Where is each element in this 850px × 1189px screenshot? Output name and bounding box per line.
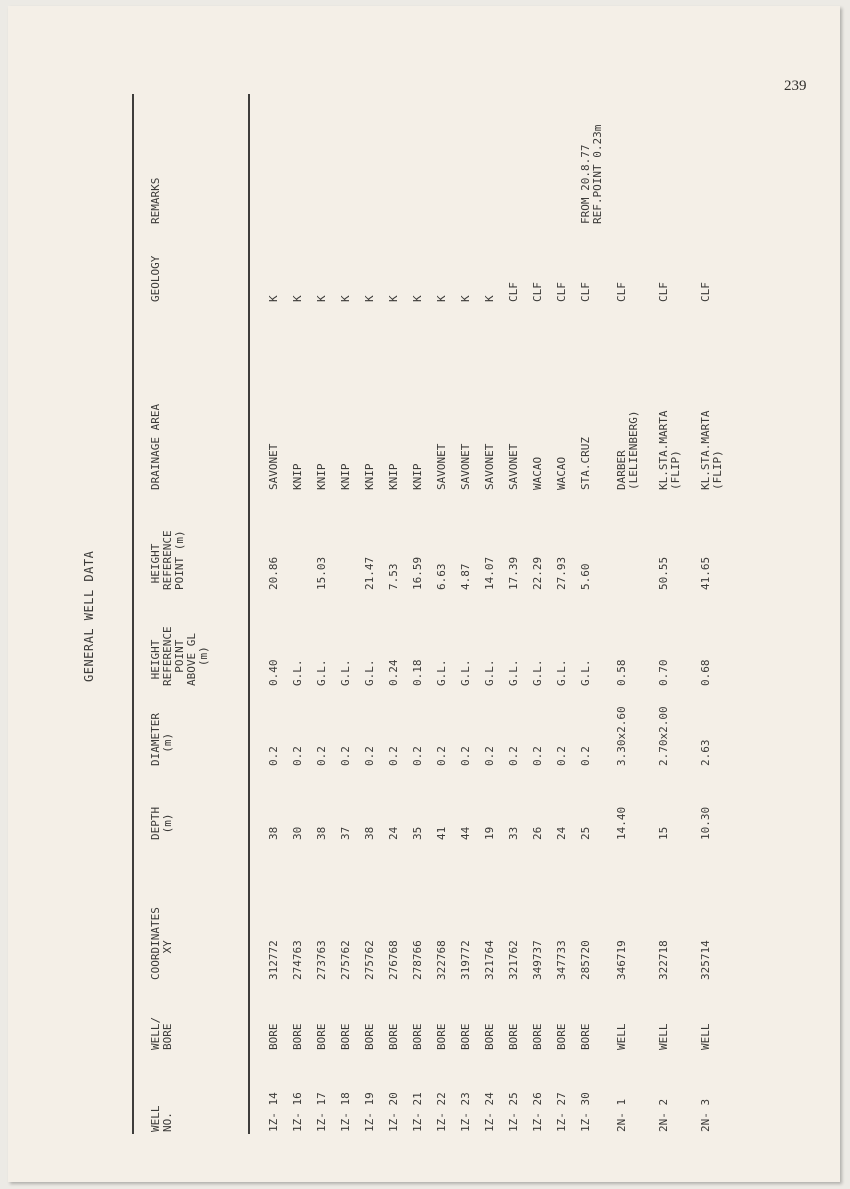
cell-depth: 35 xyxy=(411,826,424,840)
cell-coordinates: 321762 xyxy=(507,940,520,980)
cell-geology: CLF xyxy=(657,282,670,302)
cell-well-no: 1Z- 26 xyxy=(531,1092,544,1132)
cell-geology: CLF xyxy=(531,282,544,302)
cell-height-ref: 16.59 xyxy=(411,556,424,590)
cell-diameter: 2.70x2.00 xyxy=(657,706,670,766)
cell-diameter: 0.2 xyxy=(363,746,376,766)
cell-well-no: 1Z- 23 xyxy=(459,1092,472,1132)
cell-depth: 24 xyxy=(555,826,568,840)
column-header-type: WELL/ BORE xyxy=(149,1016,174,1050)
cell-height-gl: G.L. xyxy=(291,659,304,686)
cell-height-ref: 6.63 xyxy=(435,563,448,590)
table-row xyxy=(580,102,604,1152)
cell-coordinates: 312772 xyxy=(267,940,280,980)
cell-height-ref: 41.65 xyxy=(699,556,712,590)
cell-coordinates: 319772 xyxy=(459,940,472,980)
cell-well-no: 1Z- 14 xyxy=(267,1092,280,1132)
column-header-geology: GEOLOGY xyxy=(149,255,162,302)
cell-geology: K xyxy=(315,295,328,302)
cell-type: BORE xyxy=(291,1023,304,1050)
cell-diameter: 0.2 xyxy=(387,746,400,766)
cell-height-gl: G.L. xyxy=(579,659,592,686)
cell-height-gl: 0.68 xyxy=(699,659,712,686)
table-row xyxy=(460,102,484,1152)
column-header-height-gl: HEIGHT REFERENCE POINT ABOVE GL (m) xyxy=(149,626,210,686)
table-row xyxy=(340,102,364,1152)
cell-geology: K xyxy=(291,295,304,302)
cell-drainage: KNIP xyxy=(315,463,328,490)
cell-height-gl: 0.40 xyxy=(267,659,280,686)
cell-diameter: 0.2 xyxy=(411,746,424,766)
cell-remarks: FROM 20.8.77 REF.POINT 0.23m xyxy=(579,124,604,224)
cell-height-gl: G.L. xyxy=(363,659,376,686)
cell-type: WELL xyxy=(615,1023,628,1050)
cell-height-ref: 4.87 xyxy=(459,563,472,590)
table-row xyxy=(316,102,340,1152)
cell-well-no: 1Z- 16 xyxy=(291,1092,304,1132)
cell-geology: CLF xyxy=(699,282,712,302)
cell-drainage: SAVONET xyxy=(267,443,280,490)
cell-coordinates: 347733 xyxy=(555,940,568,980)
cell-type: BORE xyxy=(507,1023,520,1050)
table-top-rule xyxy=(132,94,134,1134)
cell-drainage: KL.STA.MARTA (FLIP) xyxy=(657,410,682,490)
table-row xyxy=(388,102,412,1152)
cell-depth: 10.30 xyxy=(699,806,712,840)
cell-diameter: 0.2 xyxy=(267,746,280,766)
cell-coordinates: 278766 xyxy=(411,940,424,980)
cell-diameter: 0.2 xyxy=(579,746,592,766)
cell-type: BORE xyxy=(387,1023,400,1050)
cell-well-no: 1Z- 17 xyxy=(315,1092,328,1132)
cell-drainage: WACAO xyxy=(555,456,568,490)
cell-depth: 38 xyxy=(315,826,328,840)
cell-coordinates: 275762 xyxy=(363,940,376,980)
cell-well-no: 2N- 2 xyxy=(657,1098,670,1132)
cell-well-no: 1Z- 24 xyxy=(483,1092,496,1132)
table-row xyxy=(292,102,316,1152)
table-row xyxy=(508,102,532,1152)
column-header-height-ref: HEIGHT REFERENCE POINT (m) xyxy=(149,530,186,590)
cell-drainage: KNIP xyxy=(291,463,304,490)
cell-diameter: 0.2 xyxy=(339,746,352,766)
cell-diameter: 0.2 xyxy=(291,746,304,766)
cell-coordinates: 346719 xyxy=(615,940,628,980)
cell-depth: 26 xyxy=(531,826,544,840)
cell-height-ref: 5.60 xyxy=(579,563,592,590)
cell-depth: 15 xyxy=(657,826,670,840)
cell-height-gl: G.L. xyxy=(315,659,328,686)
cell-geology: K xyxy=(267,295,280,302)
cell-geology: K xyxy=(459,295,472,302)
cell-geology: K xyxy=(483,295,496,302)
cell-type: BORE xyxy=(315,1023,328,1050)
table-header-rule xyxy=(248,94,250,1134)
table-row xyxy=(616,102,640,1152)
cell-well-no: 1Z- 25 xyxy=(507,1092,520,1132)
column-header-diameter: DIAMETER (m) xyxy=(149,713,174,766)
cell-depth: 38 xyxy=(267,826,280,840)
cell-depth: 14.40 xyxy=(615,806,628,840)
cell-drainage: KNIP xyxy=(387,463,400,490)
cell-depth: 25 xyxy=(579,826,592,840)
cell-diameter: 0.2 xyxy=(459,746,472,766)
cell-well-no: 1Z- 22 xyxy=(435,1092,448,1132)
cell-drainage: SAVONET xyxy=(435,443,448,490)
cell-well-no: 1Z- 30 xyxy=(579,1092,592,1132)
cell-depth: 33 xyxy=(507,826,520,840)
cell-well-no: 1Z- 21 xyxy=(411,1092,424,1132)
table-row xyxy=(364,102,388,1152)
page-title: GENERAL WELL DATA xyxy=(82,550,96,682)
cell-type: WELL xyxy=(699,1023,712,1050)
cell-depth: 24 xyxy=(387,826,400,840)
cell-drainage: KNIP xyxy=(339,463,352,490)
table-row xyxy=(532,102,556,1152)
cell-height-ref: 17.39 xyxy=(507,556,520,590)
table-row xyxy=(436,102,460,1152)
cell-well-no: 1Z- 19 xyxy=(363,1092,376,1132)
cell-geology: CLF xyxy=(615,282,628,302)
column-header-drainage: DRAINAGE AREA xyxy=(149,403,162,490)
cell-height-ref: 15.03 xyxy=(315,556,328,590)
cell-height-gl: G.L. xyxy=(339,659,352,686)
cell-depth: 19 xyxy=(483,826,496,840)
cell-height-gl: G.L. xyxy=(531,659,544,686)
cell-diameter: 3.30x2.60 xyxy=(615,706,628,766)
cell-drainage: KNIP xyxy=(411,463,424,490)
cell-height-gl: 0.24 xyxy=(387,659,400,686)
document-page xyxy=(8,6,840,1182)
cell-diameter: 0.2 xyxy=(435,746,448,766)
cell-height-ref: 7.53 xyxy=(387,563,400,590)
column-header-depth: DEPTH (m) xyxy=(149,806,174,840)
table-row xyxy=(412,102,436,1152)
cell-height-ref: 22.29 xyxy=(531,556,544,590)
cell-drainage: STA.CRUZ xyxy=(579,437,592,490)
cell-coordinates: 274763 xyxy=(291,940,304,980)
cell-height-ref: 21.47 xyxy=(363,556,376,590)
cell-height-ref: 20.86 xyxy=(267,556,280,590)
cell-geology: CLF xyxy=(555,282,568,302)
cell-coordinates: 273763 xyxy=(315,940,328,980)
cell-type: BORE xyxy=(363,1023,376,1050)
cell-height-gl: G.L. xyxy=(483,659,496,686)
cell-depth: 37 xyxy=(339,826,352,840)
cell-coordinates: 276768 xyxy=(387,940,400,980)
cell-coordinates: 322768 xyxy=(435,940,448,980)
cell-height-gl: G.L. xyxy=(555,659,568,686)
cell-diameter: 2.63 xyxy=(699,739,712,766)
cell-coordinates: 349737 xyxy=(531,940,544,980)
cell-well-no: 1Z- 27 xyxy=(555,1092,568,1132)
rotated-table xyxy=(80,102,780,1152)
cell-type: WELL xyxy=(657,1023,670,1050)
cell-depth: 30 xyxy=(291,826,304,840)
table-row xyxy=(268,102,292,1152)
table-row xyxy=(700,102,724,1152)
cell-type: BORE xyxy=(267,1023,280,1050)
cell-geology: CLF xyxy=(579,282,592,302)
table-row xyxy=(658,102,682,1152)
cell-diameter: 0.2 xyxy=(555,746,568,766)
cell-height-gl: G.L. xyxy=(435,659,448,686)
cell-diameter: 0.2 xyxy=(507,746,520,766)
cell-height-gl: 0.58 xyxy=(615,659,628,686)
column-header-coordinates: COORDINATES XY xyxy=(149,907,174,980)
cell-depth: 44 xyxy=(459,826,472,840)
cell-type: BORE xyxy=(483,1023,496,1050)
cell-coordinates: 285720 xyxy=(579,940,592,980)
cell-type: BORE xyxy=(579,1023,592,1050)
cell-depth: 38 xyxy=(363,826,376,840)
cell-height-ref: 50.55 xyxy=(657,556,670,590)
cell-drainage: KNIP xyxy=(363,463,376,490)
cell-diameter: 0.2 xyxy=(483,746,496,766)
cell-drainage: SAVONET xyxy=(459,443,472,490)
cell-geology: K xyxy=(435,295,448,302)
cell-depth: 41 xyxy=(435,826,448,840)
cell-diameter: 0.2 xyxy=(315,746,328,766)
cell-geology: K xyxy=(411,295,424,302)
cell-geology: CLF xyxy=(507,282,520,302)
cell-geology: K xyxy=(339,295,352,302)
cell-drainage: KL.STA.MARTA (FLIP) xyxy=(699,410,724,490)
cell-type: BORE xyxy=(459,1023,472,1050)
column-header-remarks: REMARKS xyxy=(149,177,162,224)
cell-well-no: 2N- 1 xyxy=(615,1098,628,1132)
cell-geology: K xyxy=(387,295,400,302)
cell-coordinates: 322718 xyxy=(657,940,670,980)
table-row xyxy=(556,102,580,1152)
cell-well-no: 2N- 3 xyxy=(699,1098,712,1132)
cell-geology: K xyxy=(363,295,376,302)
cell-height-gl: 0.70 xyxy=(657,659,670,686)
cell-coordinates: 321764 xyxy=(483,940,496,980)
cell-drainage: SAVONET xyxy=(483,443,496,490)
page-number: 239 xyxy=(784,78,807,94)
column-header-well-no: WELL NO. xyxy=(149,1105,174,1132)
cell-type: BORE xyxy=(411,1023,424,1050)
cell-height-ref: 14.07 xyxy=(483,556,496,590)
cell-drainage: DARBER (LELIENBERG) xyxy=(615,410,640,490)
cell-coordinates: 275762 xyxy=(339,940,352,980)
cell-drainage: WACAO xyxy=(531,456,544,490)
cell-type: BORE xyxy=(339,1023,352,1050)
cell-height-gl: G.L. xyxy=(459,659,472,686)
cell-well-no: 1Z- 18 xyxy=(339,1092,352,1132)
cell-type: BORE xyxy=(435,1023,448,1050)
cell-coordinates: 325714 xyxy=(699,940,712,980)
cell-height-ref: 27.93 xyxy=(555,556,568,590)
cell-type: BORE xyxy=(531,1023,544,1050)
table-row xyxy=(484,102,508,1152)
cell-well-no: 1Z- 20 xyxy=(387,1092,400,1132)
cell-height-gl: G.L. xyxy=(507,659,520,686)
cell-type: BORE xyxy=(555,1023,568,1050)
cell-diameter: 0.2 xyxy=(531,746,544,766)
cell-height-gl: 0.18 xyxy=(411,659,424,686)
cell-drainage: SAVONET xyxy=(507,443,520,490)
